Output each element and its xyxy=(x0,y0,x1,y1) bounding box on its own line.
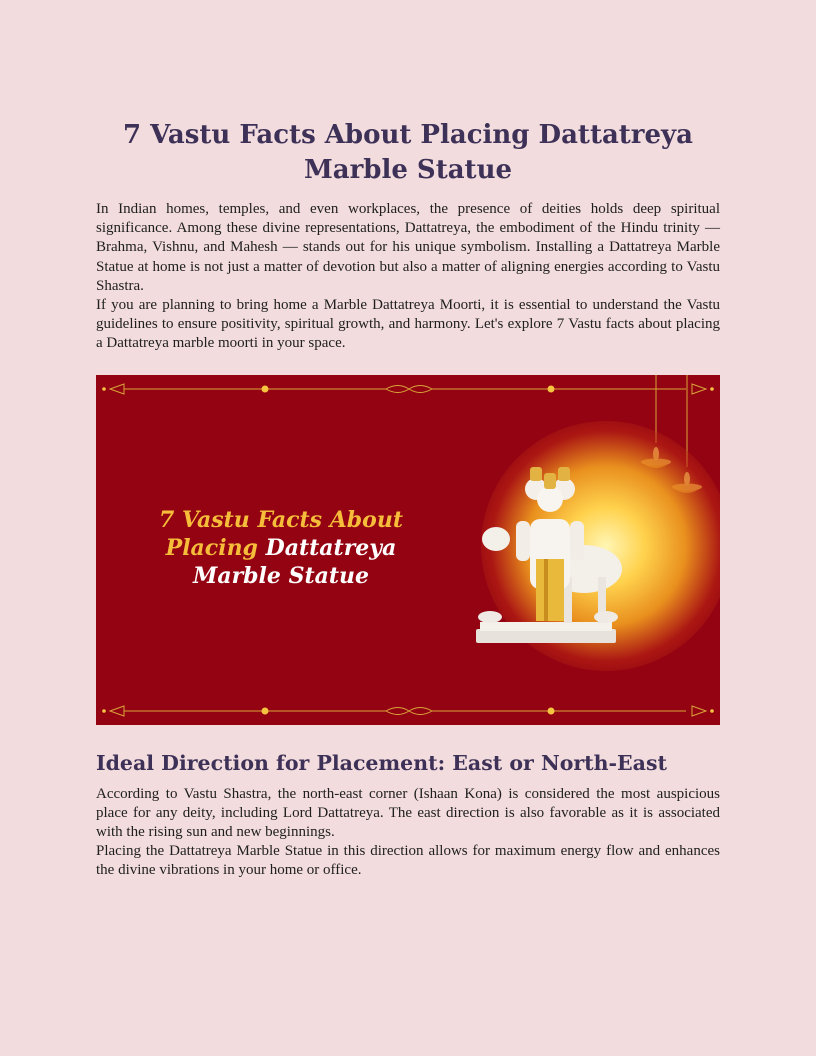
dattatreya-statue-icon xyxy=(466,459,636,659)
banner-title-line-2-gold: Placing xyxy=(165,534,258,561)
page-title: 7 Vastu Facts About Placing Dattatreya Marble Statue xyxy=(122,120,694,185)
section-paragraph-1: According to Vastu Shastra, the north-east corner (Ishaan Kona) is considered the most auspicious place for any deity, including Lord Dattatreya. The east direction is also favorable as it is associated with the rising sun and new beginnings. xyxy=(96,785,720,841)
banner-title-line-2-white: Dattatreya xyxy=(265,534,397,561)
banner-title xyxy=(136,506,426,590)
intro-paragraph-1: In Indian homes, temples, and even workplaces, the presence of deities holds deep spiritual significance. Among these divine representations, Dattatreya, the embodiment of the Hindu trinity — Brahma, Vishnu, and Mahesh — stands out for his unique symbolism. Installing a Dattatreya Marble Statue at home is not just a matter of devotion but also a matter of aligning energies according to Vastu Shastra. xyxy=(96,201,720,294)
banner-image xyxy=(96,375,720,725)
banner-title-line-1: 7 Vastu Facts About xyxy=(158,506,404,533)
section-heading: Ideal Direction for Placement: East or North-East xyxy=(96,750,667,775)
section-paragraph-2: Placing the Dattatreya Marble Statue in this direction allows for maximum energy flow and enhances the divine vibrations in your home or office. xyxy=(96,843,720,879)
document-page xyxy=(96,118,720,881)
banner-title-line-3: Marble Statue xyxy=(192,562,370,589)
intro-paragraph-2: If you are planning to bring home a Marble Dattatreya Moorti, it is essential to understand the Vastu guidelines to ensure positivity, spiritual growth, and harmony. Let's explore 7 Vastu facts about placing a Dattatreya marble moorti in your space. xyxy=(96,297,720,352)
